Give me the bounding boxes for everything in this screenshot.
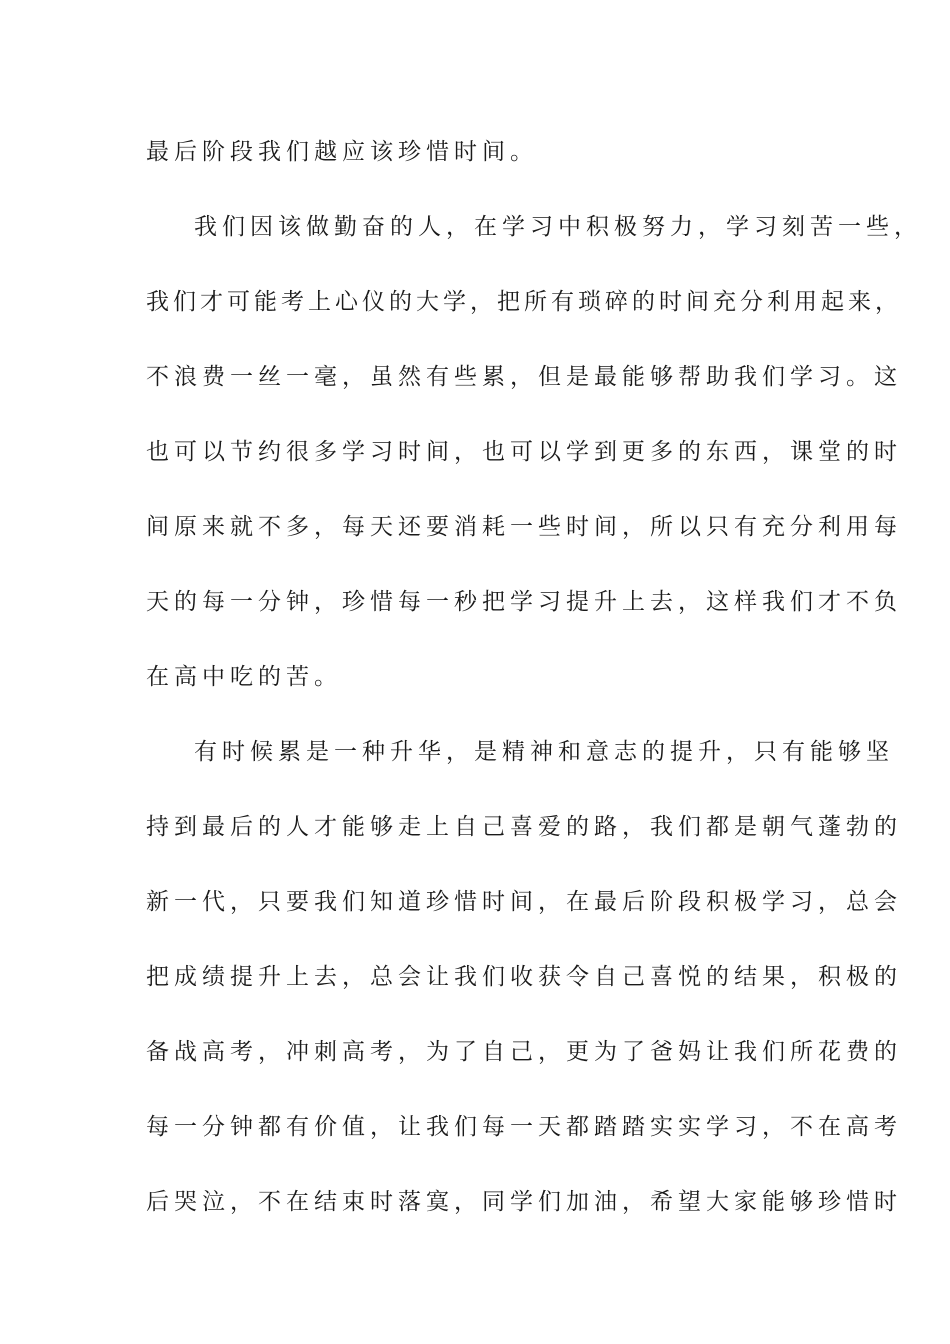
text-line: 把成绩提升上去，总会让我们收获令自己喜悦的结果，积极的 [146, 964, 902, 990]
paragraph-first-line: 有时候累是一种升华，是精神和意志的提升，只有能够坚 [194, 739, 894, 765]
text-line: 新一代，只要我们知道珍惜时间，在最后阶段积极学习，总会 [146, 889, 902, 915]
text-line: 在高中吃的苦。 [146, 664, 342, 690]
text-line: 备战高考，冲刺高考，为了自己，更为了爸妈让我们所花费的 [146, 1039, 902, 1065]
text-line: 我们才可能考上心仪的大学，把所有琐碎的时间充分利用起来， [146, 289, 902, 315]
text-line: 最后阶段我们越应该珍惜时间。 [146, 139, 538, 165]
paragraph-first-line: 我们因该做勤奋的人，在学习中积极努力，学习刻苦一些， [194, 214, 922, 240]
text-line: 后哭泣，不在结束时落寞，同学们加油，希望大家能够珍惜时 [146, 1189, 902, 1215]
text-line: 天的每一分钟，珍惜每一秒把学习提升上去，这样我们才不负 [146, 589, 902, 615]
text-line: 也可以节约很多学习时间，也可以学到更多的东西，课堂的时 [146, 439, 902, 465]
text-line: 持到最后的人才能够走上自己喜爱的路，我们都是朝气蓬勃的 [146, 814, 902, 840]
text-line: 不浪费一丝一毫，虽然有些累，但是最能够帮助我们学习。这 [146, 364, 902, 390]
text-line: 每一分钟都有价值，让我们每一天都踏踏实实学习，不在高考 [146, 1114, 902, 1140]
text-line: 间原来就不多，每天还要消耗一些时间，所以只有充分利用每 [146, 514, 902, 540]
